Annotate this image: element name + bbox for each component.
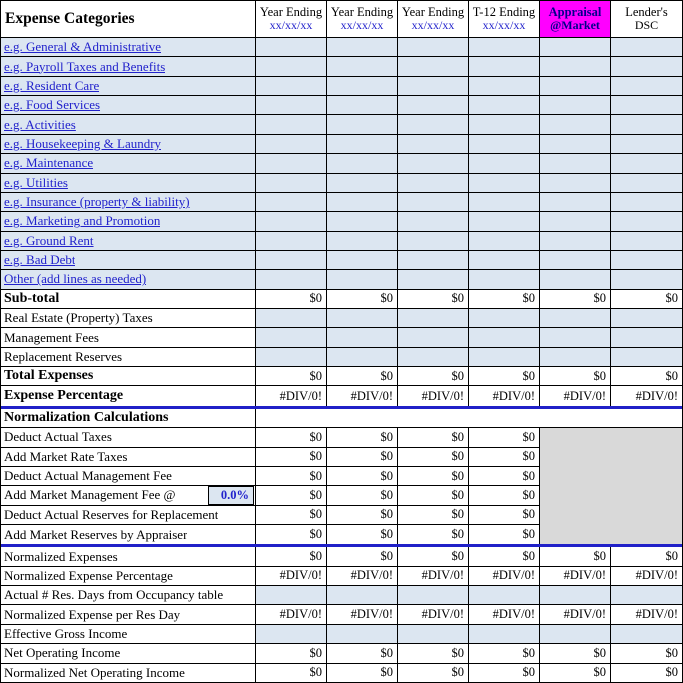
input-cell[interactable] — [256, 154, 327, 173]
value-cell: $0 — [469, 467, 540, 486]
value-cell: $0 — [469, 664, 540, 683]
table-row — [1, 547, 682, 566]
value-cell: #DIV/0! — [327, 386, 398, 405]
input-cell[interactable] — [540, 193, 611, 212]
value-cell: $0 — [256, 428, 327, 447]
value-cell: $0 — [611, 547, 682, 566]
value-cell: $0 — [256, 664, 327, 683]
input-cell[interactable] — [327, 96, 398, 115]
input-cell[interactable] — [327, 251, 398, 270]
value-cell: $0 — [256, 525, 327, 544]
value-cell: $0 — [327, 367, 398, 386]
row-label: Normalized Net Operating Income — [1, 664, 256, 683]
table-row — [1, 428, 682, 447]
value-cell: $0 — [327, 664, 398, 683]
input-cell[interactable] — [256, 328, 327, 347]
input-cell[interactable] — [256, 77, 327, 96]
page-title: Expense Categories — [1, 1, 256, 38]
empty-cell — [611, 409, 682, 428]
input-cell[interactable] — [256, 270, 327, 289]
input-cell[interactable] — [398, 57, 469, 76]
value-cell: #DIV/0! — [469, 567, 540, 586]
row-label: e.g. Utilities — [1, 174, 256, 193]
value-cell: $0 — [256, 506, 327, 525]
input-cell[interactable] — [398, 174, 469, 193]
table-row — [1, 212, 682, 231]
input-cell[interactable] — [540, 232, 611, 251]
value-cell: #DIV/0! — [256, 567, 327, 586]
column-header-4: T-12 Ending xx/xx/xx — [469, 1, 540, 38]
input-cell[interactable] — [398, 154, 469, 173]
value-cell: $0 — [256, 486, 327, 505]
market-management-fee-rate-cell[interactable]: 0.0% — [208, 486, 254, 504]
input-cell[interactable] — [256, 38, 327, 57]
value-cell: $0 — [327, 428, 398, 447]
sheet-body — [1, 38, 682, 683]
table-row — [1, 270, 682, 289]
row-label: Expense Percentage — [1, 386, 256, 405]
value-cell: $0 — [469, 486, 540, 505]
table-row — [1, 386, 682, 408]
empty-cell — [540, 409, 611, 428]
value-cell: #DIV/0! — [540, 567, 611, 586]
row-label: Deduct Actual Taxes — [1, 428, 256, 447]
value-cell: $0 — [469, 506, 540, 525]
value-cell: $0 — [256, 290, 327, 309]
table-row — [1, 115, 682, 134]
table-row — [1, 309, 682, 328]
input-cell[interactable] — [327, 309, 398, 328]
row-label: Sub-total — [1, 290, 256, 309]
input-cell[interactable] — [469, 212, 540, 231]
input-cell[interactable] — [469, 115, 540, 134]
value-cell: $0 — [256, 448, 327, 467]
value-cell: $0 — [398, 547, 469, 566]
input-cell[interactable] — [398, 348, 469, 367]
row-label: Normalized Expense Percentage — [1, 567, 256, 586]
value-cell: #DIV/0! — [398, 567, 469, 586]
value-cell: #DIV/0! — [540, 605, 611, 624]
row-label: Actual # Res. Days from Occupancy table — [1, 586, 256, 605]
input-cell[interactable] — [540, 135, 611, 154]
input-cell[interactable] — [611, 309, 682, 328]
input-cell[interactable] — [540, 77, 611, 96]
column-header-3: Year Ending xx/xx/xx — [398, 1, 469, 38]
value-cell: #DIV/0! — [256, 605, 327, 624]
value-cell: $0 — [398, 428, 469, 447]
value-cell: $0 — [611, 644, 682, 663]
input-cell[interactable] — [611, 251, 682, 270]
value-cell: #DIV/0! — [611, 605, 682, 624]
value-cell: #DIV/0! — [611, 567, 682, 586]
input-cell[interactable] — [398, 193, 469, 212]
input-cell[interactable] — [398, 270, 469, 289]
value-cell: $0 — [469, 290, 540, 309]
row-label: Deduct Actual Management Fee — [1, 467, 256, 486]
row-label: Net Operating Income — [1, 644, 256, 663]
input-cell[interactable] — [398, 135, 469, 154]
input-cell[interactable] — [327, 328, 398, 347]
input-cell[interactable] — [327, 586, 398, 605]
value-cell: $0 — [398, 448, 469, 467]
input-cell[interactable] — [469, 38, 540, 57]
value-cell: $0 — [540, 290, 611, 309]
input-cell[interactable] — [398, 251, 469, 270]
input-cell[interactable] — [611, 348, 682, 367]
table-row — [1, 644, 682, 663]
disabled-cell — [540, 506, 611, 525]
row-label: Management Fees — [1, 328, 256, 347]
column-header-5: Appraisal @Market — [540, 1, 611, 38]
input-cell[interactable] — [611, 135, 682, 154]
value-cell: $0 — [327, 506, 398, 525]
input-cell[interactable] — [540, 270, 611, 289]
value-cell: $0 — [540, 367, 611, 386]
row-label: e.g. Housekeeping & Laundry — [1, 135, 256, 154]
input-cell[interactable] — [611, 77, 682, 96]
row-label: e.g. General & Administrative — [1, 38, 256, 57]
disabled-cell — [611, 428, 682, 447]
column-header-1: Year Ending xx/xx/xx — [256, 1, 327, 38]
input-cell[interactable] — [469, 309, 540, 328]
value-cell: $0 — [327, 290, 398, 309]
input-cell[interactable] — [327, 270, 398, 289]
input-cell[interactable] — [540, 348, 611, 367]
input-cell[interactable] — [611, 270, 682, 289]
value-cell: $0 — [469, 547, 540, 566]
table-row — [1, 57, 682, 76]
empty-cell — [398, 409, 469, 428]
disabled-cell — [540, 448, 611, 467]
empty-cell — [327, 409, 398, 428]
input-cell[interactable] — [611, 38, 682, 57]
table-row — [1, 232, 682, 251]
row-label: e.g. Activities — [1, 115, 256, 134]
table-row — [1, 154, 682, 173]
value-cell: $0 — [398, 525, 469, 544]
value-cell: #DIV/0! — [256, 386, 327, 405]
input-cell[interactable] — [327, 193, 398, 212]
row-label: e.g. Resident Care — [1, 77, 256, 96]
input-cell[interactable] — [327, 57, 398, 76]
input-cell[interactable] — [611, 328, 682, 347]
input-cell[interactable] — [611, 212, 682, 231]
table-row — [1, 193, 682, 212]
input-cell[interactable] — [256, 96, 327, 115]
value-cell: $0 — [256, 467, 327, 486]
value-cell: $0 — [327, 486, 398, 505]
input-cell[interactable] — [256, 348, 327, 367]
input-cell[interactable] — [327, 625, 398, 644]
input-cell[interactable] — [256, 193, 327, 212]
input-cell[interactable] — [327, 154, 398, 173]
disabled-cell — [540, 525, 611, 544]
table-row — [1, 135, 682, 154]
input-cell[interactable] — [469, 328, 540, 347]
value-cell: $0 — [469, 448, 540, 467]
value-cell: $0 — [611, 290, 682, 309]
input-cell[interactable] — [540, 38, 611, 57]
value-cell: $0 — [398, 664, 469, 683]
input-cell[interactable] — [540, 174, 611, 193]
input-cell[interactable] — [540, 586, 611, 605]
input-cell[interactable] — [611, 154, 682, 173]
value-cell: $0 — [327, 467, 398, 486]
input-cell[interactable] — [398, 77, 469, 96]
value-cell: $0 — [398, 506, 469, 525]
row-label: e.g. Insurance (property & liability) — [1, 193, 256, 212]
input-cell[interactable] — [398, 328, 469, 347]
row-label: e.g. Maintenance — [1, 154, 256, 173]
value-cell: $0 — [398, 290, 469, 309]
input-cell[interactable] — [327, 135, 398, 154]
input-cell[interactable] — [469, 135, 540, 154]
input-cell[interactable] — [256, 232, 327, 251]
value-cell: $0 — [540, 547, 611, 566]
input-cell[interactable] — [398, 115, 469, 134]
input-cell[interactable] — [611, 57, 682, 76]
input-cell[interactable] — [540, 251, 611, 270]
input-cell[interactable] — [469, 77, 540, 96]
input-cell[interactable] — [256, 135, 327, 154]
row-label: e.g. Marketing and Promotion — [1, 212, 256, 231]
value-cell: $0 — [398, 367, 469, 386]
input-cell[interactable] — [611, 232, 682, 251]
value-cell: $0 — [398, 486, 469, 505]
input-cell[interactable] — [540, 57, 611, 76]
value-cell: $0 — [256, 644, 327, 663]
row-label: e.g. Ground Rent — [1, 232, 256, 251]
input-cell[interactable] — [469, 174, 540, 193]
table-row — [1, 567, 682, 586]
row-label: Other (add lines as needed) — [1, 270, 256, 289]
table-row — [1, 251, 682, 270]
input-cell[interactable] — [540, 309, 611, 328]
disabled-cell — [611, 486, 682, 505]
table-row — [1, 525, 682, 547]
disabled-cell — [611, 525, 682, 544]
row-label: e.g. Bad Debt — [1, 251, 256, 270]
row-label: Real Estate (Property) Taxes — [1, 309, 256, 328]
table-row — [1, 409, 682, 428]
table-row — [1, 96, 682, 115]
value-cell: $0 — [327, 644, 398, 663]
input-cell[interactable] — [540, 625, 611, 644]
input-cell[interactable] — [469, 251, 540, 270]
input-cell[interactable] — [469, 57, 540, 76]
table-row — [1, 174, 682, 193]
disabled-cell — [540, 467, 611, 486]
input-cell[interactable] — [256, 251, 327, 270]
value-cell: #DIV/0! — [540, 386, 611, 405]
input-cell[interactable] — [398, 212, 469, 231]
input-cell[interactable] — [611, 96, 682, 115]
input-cell[interactable] — [611, 625, 682, 644]
value-cell: $0 — [398, 467, 469, 486]
input-cell[interactable] — [611, 193, 682, 212]
input-cell[interactable] — [469, 96, 540, 115]
input-cell[interactable] — [469, 193, 540, 212]
value-cell: $0 — [398, 644, 469, 663]
input-cell[interactable] — [540, 328, 611, 347]
row-label: Normalized Expenses — [1, 547, 256, 566]
input-cell[interactable] — [398, 586, 469, 605]
input-cell[interactable] — [469, 348, 540, 367]
value-cell: #DIV/0! — [469, 605, 540, 624]
input-cell[interactable] — [398, 96, 469, 115]
input-cell[interactable] — [611, 586, 682, 605]
table-row — [1, 348, 682, 367]
input-cell[interactable] — [540, 212, 611, 231]
column-header-6: Lender's DSC — [611, 1, 682, 38]
input-cell[interactable] — [398, 38, 469, 57]
disabled-cell — [611, 506, 682, 525]
input-cell[interactable] — [540, 154, 611, 173]
input-cell[interactable] — [327, 212, 398, 231]
row-label: e.g. Food Services — [1, 96, 256, 115]
input-cell[interactable] — [469, 625, 540, 644]
input-cell[interactable] — [327, 38, 398, 57]
input-cell[interactable] — [327, 232, 398, 251]
input-cell[interactable] — [327, 115, 398, 134]
row-label: Replacement Reserves — [1, 348, 256, 367]
table-row — [1, 38, 682, 57]
value-cell: $0 — [469, 644, 540, 663]
row-label: Effective Gross Income — [1, 625, 256, 644]
row-label: Total Expenses — [1, 367, 256, 386]
table-row — [1, 506, 682, 525]
disabled-cell — [540, 428, 611, 447]
table-row — [1, 605, 682, 624]
row-label: Normalization Calculations — [1, 409, 256, 428]
table-row — [1, 328, 682, 347]
row-label: Normalized Expense per Res Day — [1, 605, 256, 624]
value-cell: #DIV/0! — [398, 605, 469, 624]
header-row — [1, 1, 682, 38]
value-cell: $0 — [611, 367, 682, 386]
disabled-cell — [611, 448, 682, 467]
input-cell[interactable] — [469, 154, 540, 173]
value-cell: $0 — [327, 547, 398, 566]
input-cell[interactable] — [256, 115, 327, 134]
input-cell[interactable] — [327, 348, 398, 367]
table-row — [1, 586, 682, 605]
disabled-cell — [611, 467, 682, 486]
row-label: Add Market Rate Taxes — [1, 448, 256, 467]
row-label: Add Market Management Fee @ 0.0% — [1, 486, 256, 505]
input-cell[interactable] — [256, 625, 327, 644]
table-row — [1, 664, 682, 683]
input-cell[interactable] — [256, 174, 327, 193]
row-label: Add Market Reserves by Appraiser — [1, 525, 256, 544]
table-row — [1, 290, 682, 309]
input-cell[interactable] — [256, 57, 327, 76]
value-cell: #DIV/0! — [611, 386, 682, 405]
row-label: e.g. Payroll Taxes and Benefits — [1, 57, 256, 76]
input-cell[interactable] — [469, 270, 540, 289]
empty-cell — [469, 409, 540, 428]
value-cell: $0 — [540, 664, 611, 683]
input-cell[interactable] — [540, 96, 611, 115]
input-cell[interactable] — [398, 232, 469, 251]
input-cell[interactable] — [540, 115, 611, 134]
table-row — [1, 448, 682, 467]
value-cell: $0 — [327, 448, 398, 467]
table-row — [1, 77, 682, 96]
disabled-cell — [540, 486, 611, 505]
value-cell: #DIV/0! — [469, 386, 540, 405]
input-cell[interactable] — [327, 77, 398, 96]
value-cell: $0 — [469, 367, 540, 386]
table-row — [1, 467, 682, 486]
value-cell: $0 — [256, 547, 327, 566]
input-cell[interactable] — [256, 309, 327, 328]
value-cell: $0 — [540, 644, 611, 663]
value-cell: $0 — [327, 525, 398, 544]
value-cell: $0 — [469, 525, 540, 544]
input-cell[interactable] — [256, 212, 327, 231]
input-cell[interactable] — [398, 625, 469, 644]
table-row — [1, 625, 682, 644]
row-label: Deduct Actual Reserves for Replacement — [1, 506, 256, 525]
value-cell: #DIV/0! — [398, 386, 469, 405]
value-cell: $0 — [611, 664, 682, 683]
input-cell[interactable] — [469, 586, 540, 605]
value-cell: #DIV/0! — [327, 567, 398, 586]
table-row — [1, 367, 682, 386]
column-header-2: Year Ending xx/xx/xx — [327, 1, 398, 38]
input-cell[interactable] — [398, 309, 469, 328]
input-cell[interactable] — [256, 586, 327, 605]
input-cell[interactable] — [469, 232, 540, 251]
input-cell[interactable] — [611, 174, 682, 193]
value-cell: $0 — [256, 367, 327, 386]
value-cell: $0 — [469, 428, 540, 447]
empty-cell — [256, 409, 327, 428]
input-cell[interactable] — [327, 174, 398, 193]
table-row — [1, 486, 682, 505]
value-cell: #DIV/0! — [327, 605, 398, 624]
input-cell[interactable] — [611, 115, 682, 134]
